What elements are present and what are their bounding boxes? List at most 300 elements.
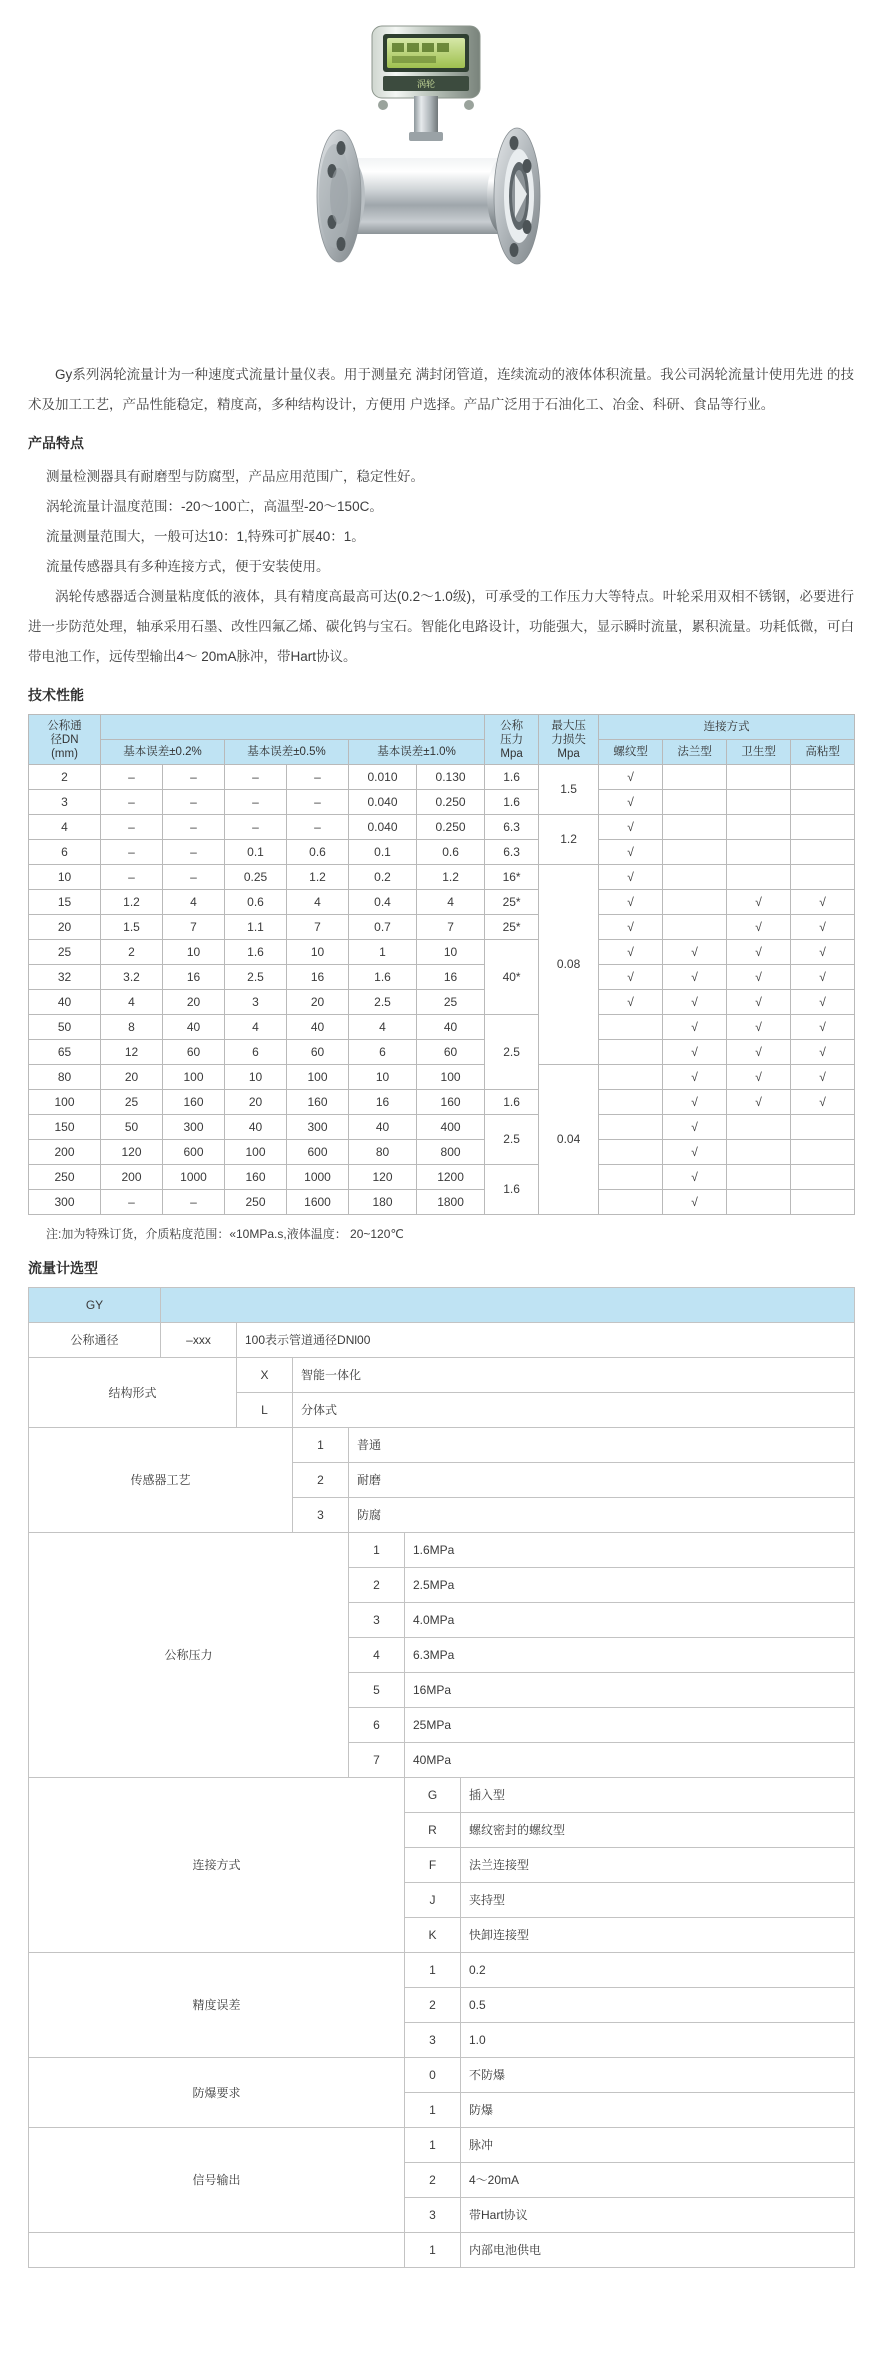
table-row xyxy=(29,865,855,890)
cell-err10-max: 7 xyxy=(417,915,485,940)
cell-nominal-pressure: 6.3 xyxy=(485,840,539,865)
cell-err05-min: 10 xyxy=(225,1065,287,1090)
cell-err10-min: 0.040 xyxy=(349,790,417,815)
features-paragraph: 涡轮传感器适合测量粘度低的液体，具有精度高最高可达(0.2～1.0级)，可承受的工作压力大等特点。叶轮采用双相不锈钢，必要进行进一步防范处理，轴承采用石墨、改性四氟乙烯、碳化钨与宝石。智能化电路设计，功能强大，显示瞬时流量，累积流量。功耗低微，可白带电池工作，远传型输出4～ 20mA脉冲，带Hart协议。 xyxy=(28,589,854,664)
cell-conn-flange: √ xyxy=(663,990,727,1015)
selection-code-2-1: 2 xyxy=(293,1463,349,1498)
cell-err10-min: 0.010 xyxy=(349,765,417,790)
cell-conn-sanitary xyxy=(727,1115,791,1140)
cell-err10-min: 80 xyxy=(349,1140,417,1165)
cell-err02-max: – xyxy=(163,790,225,815)
cell-err02-min: – xyxy=(101,840,163,865)
cell-conn-flange xyxy=(663,815,727,840)
selection-code-3-6: 7 xyxy=(349,1743,405,1778)
selection-row xyxy=(29,1953,855,1988)
cell-err10-min: 40 xyxy=(349,1115,417,1140)
selection-row xyxy=(29,1323,855,1358)
selection-desc-3-3: 6.3MPa xyxy=(405,1638,855,1673)
cell-err05-min: 6 xyxy=(225,1040,287,1065)
cell-err05-min: 250 xyxy=(225,1190,287,1215)
cell-err05-min: 2.5 xyxy=(225,965,287,990)
cell-err02-max: 160 xyxy=(163,1090,225,1115)
cell-conn-flange xyxy=(663,915,727,940)
table-row xyxy=(29,990,855,1015)
model-code-blank xyxy=(161,1288,855,1323)
selection-code-3-4: 5 xyxy=(349,1673,405,1708)
cell-conn-sanitary xyxy=(727,1140,791,1165)
selection-desc-1-1: 分体式 xyxy=(293,1393,855,1428)
cell-conn-flange: √ xyxy=(663,1015,727,1040)
selection-desc-6-1: 防爆 xyxy=(461,2093,855,2128)
selection-desc-7-0: 脉冲 xyxy=(461,2128,855,2163)
cell-err05-min: 40 xyxy=(225,1115,287,1140)
selection-group-label-2: 传感器工艺 xyxy=(29,1428,293,1533)
cell-err10-min: 0.7 xyxy=(349,915,417,940)
cell-err05-max: 100 xyxy=(287,1065,349,1090)
specs-section xyxy=(0,682,882,1245)
feature-item-2: 涡轮流量计温度范围：-20～100亡，高温型-20～150C。 xyxy=(46,499,383,514)
cell-err02-max: – xyxy=(163,1190,225,1215)
selection-row xyxy=(29,1778,855,1813)
selection-row xyxy=(29,1428,855,1463)
cell-conn-highvisc xyxy=(791,815,855,840)
cell-err05-min: 0.25 xyxy=(225,865,287,890)
cell-conn-thread xyxy=(599,1065,663,1090)
cell-err10-max: 4 xyxy=(417,890,485,915)
table-row xyxy=(29,1065,855,1090)
cell-conn-flange xyxy=(663,890,727,915)
selection-desc-7-1: 4～20mA xyxy=(461,2163,855,2198)
cell-err05-max: 4 xyxy=(287,890,349,915)
cell-err02-min: 8 xyxy=(101,1015,163,1040)
selection-code-1-0: X xyxy=(237,1358,293,1393)
cell-conn-flange xyxy=(663,765,727,790)
header-max-pressure-loss: 最大压 力损失 Mpa xyxy=(539,715,599,765)
cell-conn-sanitary: √ xyxy=(727,890,791,915)
cell-err10-min: 16 xyxy=(349,1090,417,1115)
selection-group-label-7: 信号输出 xyxy=(29,2128,405,2233)
selection-desc-1-0: 智能一体化 xyxy=(293,1358,855,1393)
selection-table-body xyxy=(29,1288,855,2268)
cell-dn: 2 xyxy=(29,765,101,790)
cell-conn-sanitary xyxy=(727,765,791,790)
selection-code-3-0: 1 xyxy=(349,1533,405,1568)
cell-err05-min: 4 xyxy=(225,1015,287,1040)
table-row xyxy=(29,890,855,915)
cell-err10-max: 40 xyxy=(417,1015,485,1040)
cell-conn-thread: √ xyxy=(599,915,663,940)
cell-conn-sanitary: √ xyxy=(727,1090,791,1115)
selection-desc-3-5: 25MPa xyxy=(405,1708,855,1743)
selection-desc-5-0: 0.2 xyxy=(461,1953,855,1988)
cell-conn-sanitary: √ xyxy=(727,965,791,990)
cell-dn: 100 xyxy=(29,1090,101,1115)
table-row xyxy=(29,765,855,790)
cell-err05-min: 0.6 xyxy=(225,890,287,915)
cell-conn-flange: √ xyxy=(663,965,727,990)
header-error-05: 基本误差±0.5% xyxy=(225,740,349,765)
cell-err02-min: – xyxy=(101,865,163,890)
cell-err02-min: 1.2 xyxy=(101,890,163,915)
cell-nominal-pressure: 25* xyxy=(485,890,539,915)
cell-err02-max: 300 xyxy=(163,1115,225,1140)
intro-section xyxy=(0,360,882,420)
selection-desc-5-2: 1.0 xyxy=(461,2023,855,2058)
table-row xyxy=(29,1040,855,1065)
header-error-02: 基本误差±0.2% xyxy=(101,740,225,765)
selection-code-6-0: 0 xyxy=(405,2058,461,2093)
cell-err02-min: 2 xyxy=(101,940,163,965)
selection-code-3-3: 4 xyxy=(349,1638,405,1673)
selection-code-4-3: J xyxy=(405,1883,461,1918)
cell-conn-thread: √ xyxy=(599,840,663,865)
selection-code-4-4: K xyxy=(405,1918,461,1953)
cell-err05-max: 10 xyxy=(287,940,349,965)
cell-nominal-pressure: 16* xyxy=(485,865,539,890)
cell-dn: 3 xyxy=(29,790,101,815)
selection-code-6-1: 1 xyxy=(405,2093,461,2128)
selection-desc-4-0: 插入型 xyxy=(461,1778,855,1813)
cell-err02-min: 1.5 xyxy=(101,915,163,940)
cell-conn-flange: √ xyxy=(663,1165,727,1190)
header-nominal-pressure: 公称 压力 Mpa xyxy=(485,715,539,765)
cell-dn: 65 xyxy=(29,1040,101,1065)
cell-conn-highvisc: √ xyxy=(791,1065,855,1090)
selection-desc-6-0: 不防爆 xyxy=(461,2058,855,2093)
cell-dn: 200 xyxy=(29,1140,101,1165)
cell-dn: 15 xyxy=(29,890,101,915)
table-row xyxy=(29,965,855,990)
cell-err02-min: – xyxy=(101,765,163,790)
cell-conn-sanitary: √ xyxy=(727,1015,791,1040)
table-row xyxy=(29,1015,855,1040)
header-connection-type: 连接方式 xyxy=(599,715,855,740)
cell-conn-thread: √ xyxy=(599,815,663,840)
selection-group-label-0: 公称通径 xyxy=(29,1323,161,1358)
selection-row xyxy=(29,2128,855,2163)
cell-err05-max: – xyxy=(287,765,349,790)
cell-err05-max: – xyxy=(287,790,349,815)
cell-conn-highvisc xyxy=(791,790,855,815)
cell-conn-thread: √ xyxy=(599,865,663,890)
cell-conn-thread xyxy=(599,1090,663,1115)
cell-conn-thread xyxy=(599,1165,663,1190)
cell-err10-min: 0.1 xyxy=(349,840,417,865)
header-conn-sanitary: 卫生型 xyxy=(727,740,791,765)
cell-conn-sanitary: √ xyxy=(727,940,791,965)
cell-conn-highvisc: √ xyxy=(791,990,855,1015)
header-error-span xyxy=(101,715,485,740)
cell-err05-max: 1600 xyxy=(287,1190,349,1215)
cell-err02-max: 600 xyxy=(163,1140,225,1165)
svg-text:涡轮: 涡轮 xyxy=(416,80,436,90)
cell-err10-max: 0.6 xyxy=(417,840,485,865)
cell-err05-max: 60 xyxy=(287,1040,349,1065)
selection-group-label-6: 防爆要求 xyxy=(29,2058,405,2128)
cell-conn-sanitary xyxy=(727,865,791,890)
cell-conn-highvisc xyxy=(791,1140,855,1165)
cell-err05-max: 160 xyxy=(287,1090,349,1115)
cell-err10-max: 16 xyxy=(417,965,485,990)
cell-conn-highvisc: √ xyxy=(791,890,855,915)
selection-code-0: –xxx xyxy=(161,1323,237,1358)
cell-err10-max: 0.250 xyxy=(417,790,485,815)
selection-header-row xyxy=(29,1288,855,1323)
cell-err10-min: 0.040 xyxy=(349,815,417,840)
cell-dn: 10 xyxy=(29,865,101,890)
meter-neck xyxy=(414,96,438,136)
cell-dn: 80 xyxy=(29,1065,101,1090)
cell-nominal-pressure: 1.6 xyxy=(485,765,539,790)
table-row xyxy=(29,915,855,940)
selection-group-label-8 xyxy=(29,2233,405,2268)
selection-title: 流量计选型 xyxy=(28,1260,98,1276)
cell-err02-max: 16 xyxy=(163,965,225,990)
cell-err02-min: – xyxy=(101,790,163,815)
cell-conn-sanitary: √ xyxy=(727,915,791,940)
cell-pressure-loss: 1.2 xyxy=(539,815,599,865)
cell-nominal-pressure: 2.5 xyxy=(485,1015,539,1090)
cell-err05-max: 1.2 xyxy=(287,865,349,890)
table-row xyxy=(29,790,855,815)
cell-conn-flange: √ xyxy=(663,1090,727,1115)
cell-err02-min: 4 xyxy=(101,990,163,1015)
cell-err02-max: 20 xyxy=(163,990,225,1015)
cell-err05-max: 0.6 xyxy=(287,840,349,865)
table-row xyxy=(29,1090,855,1115)
product-image xyxy=(0,0,882,360)
selection-code-5-0: 1 xyxy=(405,1953,461,1988)
cell-dn: 250 xyxy=(29,1165,101,1190)
cell-conn-flange xyxy=(663,865,727,890)
cell-err10-max: 1800 xyxy=(417,1190,485,1215)
cell-dn: 300 xyxy=(29,1190,101,1215)
cell-err02-max: 7 xyxy=(163,915,225,940)
cell-dn: 40 xyxy=(29,990,101,1015)
selection-code-3-5: 6 xyxy=(349,1708,405,1743)
cell-conn-highvisc: √ xyxy=(791,965,855,990)
selection-desc-4-2: 法兰连接型 xyxy=(461,1848,855,1883)
cell-nominal-pressure: 1.6 xyxy=(485,790,539,815)
selection-desc-2-1: 耐磨 xyxy=(349,1463,855,1498)
cell-err10-min: 4 xyxy=(349,1015,417,1040)
cell-conn-highvisc: √ xyxy=(791,1090,855,1115)
header-dn: 公称通 径DN (mm) xyxy=(29,715,101,765)
cell-conn-thread: √ xyxy=(599,990,663,1015)
cell-conn-sanitary xyxy=(727,840,791,865)
cell-err02-max: 4 xyxy=(163,890,225,915)
cell-dn: 25 xyxy=(29,940,101,965)
cell-err10-min: 0.2 xyxy=(349,865,417,890)
features-title: 产品特点 xyxy=(28,435,84,451)
cell-err02-min: 200 xyxy=(101,1165,163,1190)
selection-code-4-1: R xyxy=(405,1813,461,1848)
cell-err02-min: 20 xyxy=(101,1065,163,1090)
cell-err10-min: 6 xyxy=(349,1040,417,1065)
cell-pressure-loss: 1.5 xyxy=(539,765,599,815)
selection-code-2-2: 3 xyxy=(293,1498,349,1533)
selection-code-5-2: 3 xyxy=(405,2023,461,2058)
cell-err02-min: 50 xyxy=(101,1115,163,1140)
selection-group-label-3: 公称压力 xyxy=(29,1533,349,1778)
selection-code-5-1: 2 xyxy=(405,1988,461,2023)
cell-err10-min: 10 xyxy=(349,1065,417,1090)
cell-nominal-pressure: 25* xyxy=(485,915,539,940)
cell-conn-flange xyxy=(663,840,727,865)
selection-desc-4-4: 快卸连接型 xyxy=(461,1918,855,1953)
cell-err05-min: 0.1 xyxy=(225,840,287,865)
header-conn-thread: 螺纹型 xyxy=(599,740,663,765)
cell-conn-thread: √ xyxy=(599,965,663,990)
selection-desc-2-2: 防腐 xyxy=(349,1498,855,1533)
table-row xyxy=(29,815,855,840)
cell-nominal-pressure: 1.6 xyxy=(485,1090,539,1115)
table-row xyxy=(29,1115,855,1140)
cell-conn-thread: √ xyxy=(599,790,663,815)
cell-conn-thread xyxy=(599,1140,663,1165)
cell-err05-max: 300 xyxy=(287,1115,349,1140)
cell-nominal-pressure: 6.3 xyxy=(485,815,539,840)
selection-desc-7-2: 带Hart协议 xyxy=(461,2198,855,2233)
cell-conn-sanitary: √ xyxy=(727,990,791,1015)
cell-err10-min: 1.6 xyxy=(349,965,417,990)
page-bottom-spacer xyxy=(0,2268,882,2282)
cell-err10-max: 60 xyxy=(417,1040,485,1065)
cell-conn-flange: √ xyxy=(663,1040,727,1065)
cell-conn-highvisc: √ xyxy=(791,1015,855,1040)
selection-desc-4-1: 螺纹密封的螺纹型 xyxy=(461,1813,855,1848)
cell-err05-max: – xyxy=(287,815,349,840)
cell-err05-min: 100 xyxy=(225,1140,287,1165)
cell-err05-min: – xyxy=(225,765,287,790)
cell-dn: 20 xyxy=(29,915,101,940)
feature-item-1: 测量检测器具有耐磨型与防腐型，产品应用范围广，稳定性好。 xyxy=(46,469,424,484)
cell-err10-max: 400 xyxy=(417,1115,485,1140)
specs-note: 注:加为特殊订货，介质粘度范围：«10MPa.s,液体温度： 20~120℃ xyxy=(46,1227,404,1241)
cell-conn-highvisc xyxy=(791,865,855,890)
cell-err05-min: – xyxy=(225,790,287,815)
selection-desc-4-3: 夹持型 xyxy=(461,1883,855,1918)
header-conn-flange: 法兰型 xyxy=(663,740,727,765)
selection-code-7-2: 3 xyxy=(405,2198,461,2233)
selection-row xyxy=(29,2058,855,2093)
cell-conn-thread xyxy=(599,1040,663,1065)
selection-desc-3-2: 4.0MPa xyxy=(405,1603,855,1638)
selection-code-2-0: 1 xyxy=(293,1428,349,1463)
table-row xyxy=(29,1190,855,1215)
cell-err05-max: 40 xyxy=(287,1015,349,1040)
model-code-cell: GY xyxy=(29,1288,161,1323)
cell-err10-min: 1 xyxy=(349,940,417,965)
cell-nominal-pressure: 2.5 xyxy=(485,1115,539,1165)
selection-desc-2-0: 普通 xyxy=(349,1428,855,1463)
cell-err10-min: 180 xyxy=(349,1190,417,1215)
cell-dn: 150 xyxy=(29,1115,101,1140)
specs-table-head xyxy=(29,715,855,765)
cell-conn-flange xyxy=(663,790,727,815)
cell-err10-max: 0.130 xyxy=(417,765,485,790)
cell-conn-highvisc xyxy=(791,840,855,865)
cell-err10-max: 10 xyxy=(417,940,485,965)
selection-group-label-5: 精度误差 xyxy=(29,1953,405,2058)
cell-nominal-pressure: 40* xyxy=(485,940,539,1015)
selection-desc-0: 100表示管道通径DNl00 xyxy=(237,1323,855,1358)
cell-err05-max: 16 xyxy=(287,965,349,990)
selection-desc-3-1: 2.5MPa xyxy=(405,1568,855,1603)
cell-conn-thread xyxy=(599,1115,663,1140)
cell-err10-min: 0.4 xyxy=(349,890,417,915)
specs-table xyxy=(28,714,855,1215)
specs-title: 技术性能 xyxy=(28,687,84,703)
cell-conn-thread: √ xyxy=(599,765,663,790)
selection-table xyxy=(28,1287,855,2268)
cell-err10-max: 0.250 xyxy=(417,815,485,840)
intro-paragraph: Gy系列涡轮流量计为一种速度式流量计量仪表。用于测量充 满封闭管道，连续流动的液体体积流量。我公司涡轮流量计使用先进 的技术及加工工艺，产品性能稳定，精度高，多种结构设计，方便用 户选择。产品广泛用于石油化工、冶金、科研、食品等行业。 xyxy=(28,367,854,412)
cell-conn-thread xyxy=(599,1190,663,1215)
cell-err02-max: 1000 xyxy=(163,1165,225,1190)
cell-err10-max: 1200 xyxy=(417,1165,485,1190)
selection-code-4-0: G xyxy=(405,1778,461,1813)
cell-conn-thread xyxy=(599,1015,663,1040)
cell-dn: 50 xyxy=(29,1015,101,1040)
table-row xyxy=(29,840,855,865)
cell-conn-highvisc: √ xyxy=(791,915,855,940)
cell-conn-highvisc xyxy=(791,1165,855,1190)
cell-err05-min: 160 xyxy=(225,1165,287,1190)
selection-row xyxy=(29,1533,855,1568)
cell-err10-max: 1.2 xyxy=(417,865,485,890)
features-section xyxy=(0,430,882,672)
cell-conn-highvisc xyxy=(791,1190,855,1215)
cell-conn-highvisc: √ xyxy=(791,1040,855,1065)
selection-code-8-0: 1 xyxy=(405,2233,461,2268)
cell-nominal-pressure: 1.6 xyxy=(485,1165,539,1215)
cell-conn-sanitary: √ xyxy=(727,1040,791,1065)
cell-err05-min: 1.6 xyxy=(225,940,287,965)
cell-conn-sanitary xyxy=(727,790,791,815)
selection-row xyxy=(29,1358,855,1393)
cell-err02-max: 100 xyxy=(163,1065,225,1090)
cell-err02-max: 10 xyxy=(163,940,225,965)
selection-code-7-1: 2 xyxy=(405,2163,461,2198)
selection-row xyxy=(29,2233,855,2268)
cell-err10-max: 25 xyxy=(417,990,485,1015)
table-row xyxy=(29,1140,855,1165)
cell-conn-flange: √ xyxy=(663,1190,727,1215)
cell-err02-max: – xyxy=(163,840,225,865)
selection-section xyxy=(0,1255,882,2268)
cell-err05-max: 20 xyxy=(287,990,349,1015)
cell-err05-min: 20 xyxy=(225,1090,287,1115)
cell-err02-max: 60 xyxy=(163,1040,225,1065)
feature-item-3: 流量测量范围大，一般可达10：1,特殊可扩展40：1。 xyxy=(46,529,365,544)
cell-err05-min: 3 xyxy=(225,990,287,1015)
cell-err05-max: 7 xyxy=(287,915,349,940)
cell-conn-sanitary xyxy=(727,1190,791,1215)
cell-conn-thread: √ xyxy=(599,890,663,915)
cell-conn-sanitary xyxy=(727,1165,791,1190)
cell-conn-sanitary: √ xyxy=(727,1065,791,1090)
cell-err02-max: 40 xyxy=(163,1015,225,1040)
selection-code-3-1: 2 xyxy=(349,1568,405,1603)
cell-err10-min: 2.5 xyxy=(349,990,417,1015)
cell-err02-min: – xyxy=(101,815,163,840)
selection-desc-8-0: 内部电池供电 xyxy=(461,2233,855,2268)
header-error-10: 基本误差±1.0% xyxy=(349,740,485,765)
cell-err05-min: 1.1 xyxy=(225,915,287,940)
cell-err02-min: 3.2 xyxy=(101,965,163,990)
cell-err02-min: 120 xyxy=(101,1140,163,1165)
